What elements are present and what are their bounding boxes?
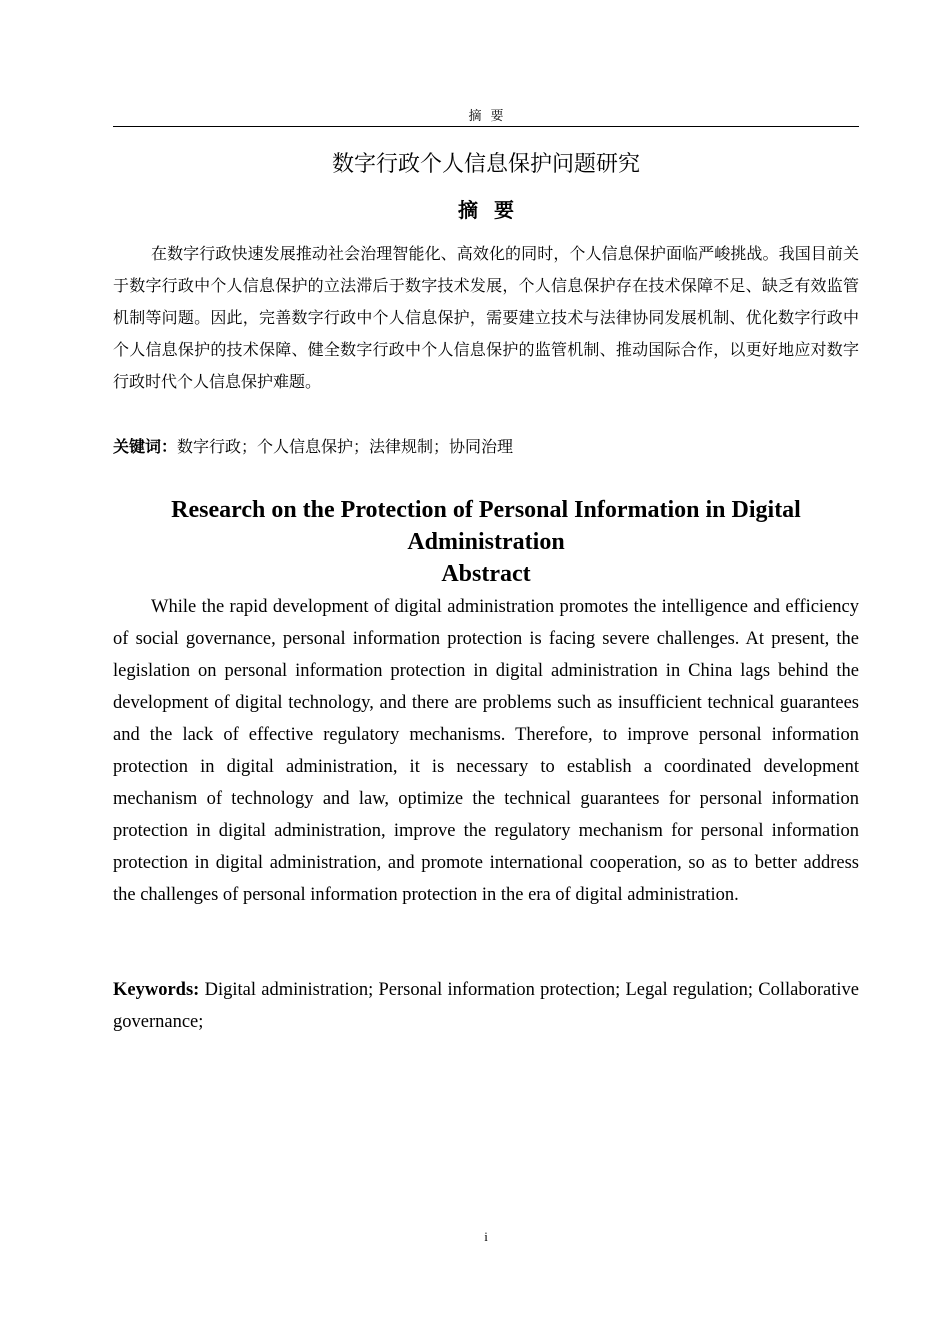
- chinese-title: 数字行政个人信息保护问题研究: [331, 152, 640, 177]
- english-keywords-text: Digital administration; Personal information protection; Legal regulation; Collaborative governance;: [113, 980, 859, 1032]
- document-page: [113, 0, 859, 1344]
- english-abstract-heading: Abstract: [441, 561, 531, 587]
- chinese-keywords-text: 数字行政；个人信息保护；法律规制；协同治理: [177, 437, 514, 456]
- chinese-abstract-body: 在数字行政快速发展推动社会治理智能化、高效化的同时，个人信息保护面临严峻挑战。我国目前关于数字行政中个人信息保护的立法滞后于数字技术发展，个人信息保护存在技术保障不足、缺乏有效监管机制等问题。因此，完善数字行政中个人信息保护，需要建立技术与法律协同发展机制、优化数字行政中个人信息保护的技术保障、健全数字行政中个人信息保护的监管机制、推动国际合作，以更好地应对数字行政时代个人信息保护难题。: [113, 244, 859, 391]
- chinese-abstract-heading: 摘要: [458, 198, 530, 222]
- chinese-keywords-label: 关键词：: [113, 437, 178, 456]
- page-number: i: [484, 1229, 488, 1244]
- english-keywords: [113, 974, 859, 1038]
- english-title: Research on the Protection of Personal Information in Digital Administration: [171, 497, 801, 555]
- english-keywords-label: Keywords:: [113, 980, 200, 1000]
- running-header: 摘要: [468, 109, 513, 124]
- english-abstract-body: While the rapid development of digital administration promotes the intelligence and efficiency of social governance, personal information protection is facing severe challenges. At present, the legislation on personal information protection in digital administration in China lags behind the development of digital technology, and there are problems such as insufficient technical guarantees and the lack of effective regulatory mechanisms. Therefore, to improve personal information protection in digital administration, it is necessary to establish a coordinated development mechanism of technology and law, optimize the technical guarantees for personal information protection in digital administration, improve the regulatory mechanism for personal information protection in digital administration, and promote international cooperation, so as to better address the challenges of personal information protection in the era of digital administration.: [113, 597, 859, 905]
- chinese-keywords: [113, 431, 859, 463]
- header-rule: [113, 126, 859, 127]
